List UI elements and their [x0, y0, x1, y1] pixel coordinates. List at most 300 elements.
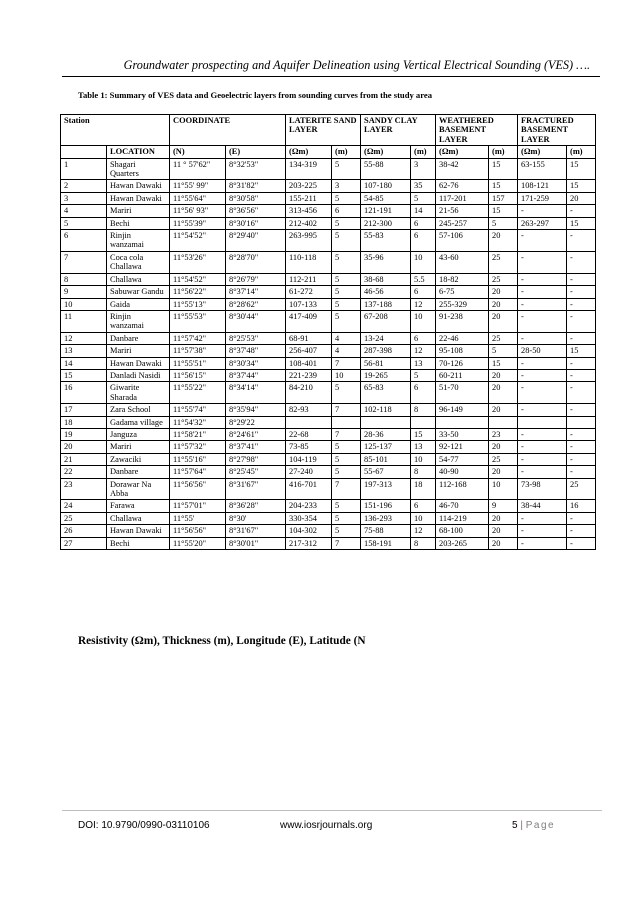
cell-latitude: 11°55'16"	[170, 453, 226, 465]
cell-longitude: 8°25'53"	[226, 332, 286, 344]
cell-weathered-resistivity: 51-70	[436, 382, 489, 404]
cell-longitude: 8°37'44"	[226, 369, 286, 381]
table-row	[61, 205, 596, 217]
cell-laterite-resistivity	[286, 416, 332, 428]
cell-location: Danbare	[107, 332, 170, 344]
cell-weathered-thickness: 20	[489, 382, 518, 404]
cell-weathered-thickness: 20	[489, 310, 518, 332]
cell-latitude: 11°55'13"	[170, 298, 226, 310]
cell-laterite-thickness: 10	[332, 369, 361, 381]
table-caption: Table 1: Summary of VES data and Geoelectric layers from sounding curves from the study area	[78, 90, 433, 100]
cell-latitude: 11°56'56"	[170, 525, 226, 537]
cell-laterite-thickness: 5	[332, 273, 361, 285]
cell-sandy-clay-thickness: 5	[411, 192, 436, 204]
footer-page-indicator	[512, 820, 555, 831]
cell-location: Gadama village	[107, 416, 170, 428]
cell-latitude: 11°57'42"	[170, 332, 226, 344]
cell-weathered-resistivity: 92-121	[436, 441, 489, 453]
cell-longitude: 8°27'98"	[226, 453, 286, 465]
cell-fractured-thickness: 15	[567, 217, 596, 229]
cell-station-number: 7	[61, 251, 107, 273]
cell-station-number: 23	[61, 478, 107, 500]
table-row	[61, 537, 596, 549]
cell-laterite-thickness: 7	[332, 357, 361, 369]
subheader-weathered-thickness: (m)	[489, 146, 518, 158]
cell-sandy-clay-resistivity: 85-101	[361, 453, 411, 465]
cell-sandy-clay-resistivity: 28-36	[361, 428, 411, 440]
cell-sandy-clay-thickness: 8	[411, 404, 436, 416]
cell-fractured-thickness: 20	[567, 192, 596, 204]
cell-station-number: 9	[61, 286, 107, 298]
cell-fractured-thickness: -	[567, 453, 596, 465]
cell-sandy-clay-thickness: 35	[411, 180, 436, 192]
cell-sandy-clay-resistivity: 67-208	[361, 310, 411, 332]
cell-laterite-thickness: 4	[332, 332, 361, 344]
cell-fractured-thickness: -	[567, 537, 596, 549]
cell-station-number: 15	[61, 369, 107, 381]
table-row	[61, 332, 596, 344]
cell-latitude: 11°55'51"	[170, 357, 226, 369]
subheader-laterite-thickness: (m)	[332, 146, 361, 158]
cell-station-number: 20	[61, 441, 107, 453]
cell-latitude: 11°56'56"	[170, 478, 226, 500]
table-row	[61, 251, 596, 273]
cell-laterite-thickness: 5	[332, 441, 361, 453]
cell-station-number: 12	[61, 332, 107, 344]
cell-weathered-resistivity: 245-257	[436, 217, 489, 229]
cell-fractured-thickness: 15	[567, 345, 596, 357]
cell-weathered-resistivity: 33-50	[436, 428, 489, 440]
subheader-fractured-thickness: (m)	[567, 146, 596, 158]
cell-laterite-thickness: 6	[332, 205, 361, 217]
cell-station-number: 21	[61, 453, 107, 465]
cell-latitude: 11°54'52"	[170, 273, 226, 285]
cell-sandy-clay-thickness: 15	[411, 428, 436, 440]
cell-sandy-clay-thickness: 12	[411, 298, 436, 310]
cell-weathered-resistivity: 68-100	[436, 525, 489, 537]
cell-sandy-clay-resistivity: 46-56	[361, 286, 411, 298]
cell-weathered-thickness: 20	[489, 404, 518, 416]
cell-fractured-thickness: -	[567, 273, 596, 285]
cell-latitude: 11°55'	[170, 512, 226, 524]
cell-sandy-clay-resistivity: 102-118	[361, 404, 411, 416]
cell-latitude: 11 ° 57'62"	[170, 158, 226, 180]
cell-latitude: 11°55'53"	[170, 310, 226, 332]
cell-fractured-resistivity: -	[518, 382, 567, 404]
cell-fractured-resistivity: -	[518, 298, 567, 310]
cell-station-number: 25	[61, 512, 107, 524]
cell-location: Giwarite Sharada	[107, 382, 170, 404]
cell-weathered-resistivity: 60-211	[436, 369, 489, 381]
cell-latitude: 11°53'26"	[170, 251, 226, 273]
cell-sandy-clay-resistivity: 75-88	[361, 525, 411, 537]
cell-weathered-resistivity: 62-76	[436, 180, 489, 192]
cell-longitude: 8°31'67"	[226, 525, 286, 537]
footer-journal-url[interactable]: www.iosrjournals.org	[280, 820, 373, 831]
cell-station-number: 22	[61, 466, 107, 478]
cell-station-number: 16	[61, 382, 107, 404]
cell-weathered-resistivity: 96-149	[436, 404, 489, 416]
cell-longitude: 8°26'79"	[226, 273, 286, 285]
table-row	[61, 180, 596, 192]
table-row	[61, 192, 596, 204]
cell-latitude: 11°54'52"	[170, 230, 226, 252]
cell-sandy-clay-resistivity: 65-83	[361, 382, 411, 404]
cell-weathered-resistivity: 18-82	[436, 273, 489, 285]
cell-fractured-resistivity: 63-155	[518, 158, 567, 180]
cell-weathered-thickness: 157	[489, 192, 518, 204]
table-row	[61, 357, 596, 369]
cell-fractured-thickness: 16	[567, 500, 596, 512]
cell-location: Gaida	[107, 298, 170, 310]
cell-laterite-thickness: 7	[332, 428, 361, 440]
cell-weathered-thickness: 5	[489, 217, 518, 229]
cell-fractured-thickness: -	[567, 404, 596, 416]
cell-longitude: 8°30'34"	[226, 357, 286, 369]
cell-station-number: 24	[61, 500, 107, 512]
cell-weathered-thickness: 20	[489, 512, 518, 524]
running-header: Groundwater prospecting and Aquifer Delineation using Vertical Electrical Sounding (VES) ….	[123, 58, 590, 72]
page-separator: |	[520, 820, 523, 831]
cell-laterite-thickness: 5	[332, 217, 361, 229]
cell-longitude: 8°37'14"	[226, 286, 286, 298]
header-station: Station	[61, 115, 170, 146]
cell-sandy-clay-thickness: 6	[411, 382, 436, 404]
subheader-sandy-clay-resistivity: (Ωm)	[361, 146, 411, 158]
cell-laterite-thickness: 5	[332, 286, 361, 298]
cell-fractured-resistivity: -	[518, 525, 567, 537]
cell-longitude: 8°34'14"	[226, 382, 286, 404]
cell-laterite-thickness: 5	[332, 525, 361, 537]
cell-sandy-clay-resistivity: 55-88	[361, 158, 411, 180]
cell-laterite-thickness: 7	[332, 404, 361, 416]
cell-weathered-resistivity: 70-126	[436, 357, 489, 369]
cell-station-number: 19	[61, 428, 107, 440]
cell-weathered-thickness: 20	[489, 286, 518, 298]
cell-weathered-resistivity: 57-106	[436, 230, 489, 252]
cell-weathered-thickness: 25	[489, 453, 518, 465]
cell-sandy-clay-thickness: 5.5	[411, 273, 436, 285]
cell-sandy-clay-resistivity: 121-191	[361, 205, 411, 217]
cell-fractured-resistivity: -	[518, 428, 567, 440]
cell-latitude: 11°56'22"	[170, 286, 226, 298]
cell-station-number: 3	[61, 192, 107, 204]
cell-fractured-resistivity: -	[518, 286, 567, 298]
header-divider	[62, 76, 600, 77]
cell-fractured-resistivity: -	[518, 205, 567, 217]
table-row	[61, 382, 596, 404]
cell-latitude: 11°55'39"	[170, 217, 226, 229]
cell-station-number: 8	[61, 273, 107, 285]
cell-weathered-resistivity: 95-108	[436, 345, 489, 357]
page-number: 5	[512, 820, 518, 831]
cell-sandy-clay-resistivity: 38-68	[361, 273, 411, 285]
cell-sandy-clay-thickness: 5	[411, 369, 436, 381]
cell-sandy-clay-thickness: 8	[411, 537, 436, 549]
cell-weathered-thickness: 5	[489, 345, 518, 357]
cell-sandy-clay-thickness: 6	[411, 217, 436, 229]
cell-location: Shagari Quarters	[107, 158, 170, 180]
cell-fractured-thickness: -	[567, 382, 596, 404]
cell-fractured-resistivity: 38-44	[518, 500, 567, 512]
table-footnote: Resistivity (Ωm), Thickness (m), Longitude (E), Latitude (N	[78, 635, 366, 647]
cell-weathered-resistivity	[436, 416, 489, 428]
cell-sandy-clay-resistivity: 19-265	[361, 369, 411, 381]
cell-sandy-clay-thickness: 3	[411, 158, 436, 180]
cell-longitude: 8°30'	[226, 512, 286, 524]
cell-longitude: 8°29'40"	[226, 230, 286, 252]
header-weathered-basement-layer: WEATHERED BASEMENT LAYER	[436, 115, 518, 146]
cell-fractured-resistivity: -	[518, 251, 567, 273]
cell-longitude: 8°32'53"	[226, 158, 286, 180]
subheader-longitude: (E)	[226, 146, 286, 158]
subheader-laterite-resistivity: (Ωm)	[286, 146, 332, 158]
cell-sandy-clay-resistivity: 56-81	[361, 357, 411, 369]
cell-weathered-thickness: 25	[489, 273, 518, 285]
table-row	[61, 310, 596, 332]
cell-laterite-resistivity: 104-119	[286, 453, 332, 465]
cell-latitude: 11°56' 93"	[170, 205, 226, 217]
cell-sandy-clay-resistivity: 54-85	[361, 192, 411, 204]
cell-laterite-resistivity: 416-701	[286, 478, 332, 500]
cell-fractured-resistivity: -	[518, 369, 567, 381]
cell-weathered-thickness: 20	[489, 537, 518, 549]
cell-fractured-resistivity: -	[518, 512, 567, 524]
cell-longitude: 8°28'70"	[226, 251, 286, 273]
cell-latitude: 11°58'21"	[170, 428, 226, 440]
cell-location: Mariri	[107, 441, 170, 453]
cell-longitude: 8°30'58"	[226, 192, 286, 204]
table-row	[61, 453, 596, 465]
table-row	[61, 478, 596, 500]
cell-fractured-resistivity: -	[518, 332, 567, 344]
cell-location: Coca cola Challawa	[107, 251, 170, 273]
cell-weathered-thickness: 20	[489, 525, 518, 537]
cell-latitude: 11°55'22"	[170, 382, 226, 404]
cell-location: Rinjin wanzamai	[107, 230, 170, 252]
footer-divider	[62, 810, 602, 811]
cell-fractured-thickness: -	[567, 428, 596, 440]
cell-weathered-thickness: 25	[489, 251, 518, 273]
cell-laterite-resistivity: 204-233	[286, 500, 332, 512]
cell-sandy-clay-resistivity: 151-196	[361, 500, 411, 512]
table-row	[61, 466, 596, 478]
cell-laterite-thickness: 5	[332, 500, 361, 512]
table-row	[61, 286, 596, 298]
cell-fractured-resistivity: 263-297	[518, 217, 567, 229]
cell-laterite-thickness: 4	[332, 345, 361, 357]
cell-longitude: 8°30'01"	[226, 537, 286, 549]
cell-laterite-thickness: 5	[332, 298, 361, 310]
cell-latitude: 11°55'20"	[170, 537, 226, 549]
cell-latitude: 11°55'64"	[170, 192, 226, 204]
cell-location: Dorawar Na Abba	[107, 478, 170, 500]
cell-weathered-resistivity: 46-70	[436, 500, 489, 512]
cell-fractured-resistivity: -	[518, 466, 567, 478]
cell-fractured-resistivity: -	[518, 441, 567, 453]
cell-weathered-thickness: 23	[489, 428, 518, 440]
cell-latitude: 11°56'15"	[170, 369, 226, 381]
cell-longitude: 8°24'61"	[226, 428, 286, 440]
cell-weathered-resistivity: 6-75	[436, 286, 489, 298]
cell-fractured-resistivity: -	[518, 537, 567, 549]
table-row	[61, 500, 596, 512]
cell-sandy-clay-thickness: 12	[411, 345, 436, 357]
cell-sandy-clay-thickness: 13	[411, 441, 436, 453]
cell-location: Danladi Nasidi	[107, 369, 170, 381]
cell-fractured-resistivity: 73-98	[518, 478, 567, 500]
cell-location: Hawan Dawaki	[107, 357, 170, 369]
subheader-weathered-resistivity: (Ωm)	[436, 146, 489, 158]
table-row	[61, 525, 596, 537]
ves-summary-table	[60, 114, 596, 550]
cell-location: Mariri	[107, 345, 170, 357]
cell-fractured-resistivity: 171-259	[518, 192, 567, 204]
cell-sandy-clay-resistivity: 55-83	[361, 230, 411, 252]
cell-laterite-resistivity: 27-240	[286, 466, 332, 478]
header-fractured-basement-layer: FRACTURED BASEMENT LAYER	[518, 115, 596, 146]
subheader-latitude: (N)	[170, 146, 226, 158]
cell-laterite-resistivity: 221-239	[286, 369, 332, 381]
subheader-blank	[61, 146, 107, 158]
cell-weathered-thickness: 10	[489, 478, 518, 500]
cell-laterite-resistivity: 313-456	[286, 205, 332, 217]
cell-sandy-clay-resistivity: 13-24	[361, 332, 411, 344]
cell-latitude: 11°55' 99"	[170, 180, 226, 192]
cell-sandy-clay-thickness: 6	[411, 500, 436, 512]
subheader-location: LOCATION	[107, 146, 170, 158]
cell-location: Hawan Dawaki	[107, 180, 170, 192]
cell-longitude: 8°37'48"	[226, 345, 286, 357]
cell-laterite-resistivity: 330-354	[286, 512, 332, 524]
cell-sandy-clay-resistivity: 35-96	[361, 251, 411, 273]
cell-laterite-thickness: 7	[332, 537, 361, 549]
cell-laterite-resistivity: 134-319	[286, 158, 332, 180]
cell-laterite-thickness: 5	[332, 192, 361, 204]
cell-sandy-clay-thickness: 10	[411, 251, 436, 273]
cell-sandy-clay-resistivity: 125-137	[361, 441, 411, 453]
cell-sandy-clay-resistivity: 137-188	[361, 298, 411, 310]
cell-latitude: 11°54'32"	[170, 416, 226, 428]
cell-longitude: 8°28'62"	[226, 298, 286, 310]
cell-fractured-resistivity: 108-121	[518, 180, 567, 192]
cell-laterite-thickness: 5	[332, 310, 361, 332]
table-row	[61, 441, 596, 453]
cell-sandy-clay-resistivity	[361, 416, 411, 428]
table-row	[61, 416, 596, 428]
cell-sandy-clay-thickness: 13	[411, 357, 436, 369]
cell-station-number: 6	[61, 230, 107, 252]
cell-weathered-resistivity: 54-77	[436, 453, 489, 465]
cell-sandy-clay-resistivity: 136-293	[361, 512, 411, 524]
cell-weathered-thickness: 20	[489, 298, 518, 310]
cell-laterite-thickness	[332, 416, 361, 428]
cell-sandy-clay-thickness: 12	[411, 525, 436, 537]
cell-location: Bechi	[107, 217, 170, 229]
cell-weathered-thickness: 15	[489, 357, 518, 369]
header-sandy-clay-layer: SANDY CLAY LAYER	[361, 115, 436, 146]
cell-laterite-thickness: 3	[332, 180, 361, 192]
cell-sandy-clay-thickness: 14	[411, 205, 436, 217]
cell-laterite-resistivity: 112-211	[286, 273, 332, 285]
cell-weathered-thickness: 20	[489, 230, 518, 252]
cell-longitude: 8°25'45"	[226, 466, 286, 478]
cell-latitude: 11°57'38"	[170, 345, 226, 357]
header-coordinate: COORDINATE	[170, 115, 286, 146]
cell-weathered-thickness: 20	[489, 369, 518, 381]
cell-fractured-thickness: -	[567, 298, 596, 310]
cell-fractured-thickness: -	[567, 441, 596, 453]
cell-location: Sabuwar Gandu	[107, 286, 170, 298]
cell-sandy-clay-resistivity: 107-180	[361, 180, 411, 192]
cell-station-number: 14	[61, 357, 107, 369]
cell-laterite-resistivity: 263-995	[286, 230, 332, 252]
cell-longitude: 8°31'82"	[226, 180, 286, 192]
cell-laterite-resistivity: 61-272	[286, 286, 332, 298]
cell-station-number: 1	[61, 158, 107, 180]
cell-laterite-resistivity: 256-407	[286, 345, 332, 357]
cell-weathered-resistivity: 43-60	[436, 251, 489, 273]
cell-station-number: 2	[61, 180, 107, 192]
cell-sandy-clay-resistivity: 212-300	[361, 217, 411, 229]
cell-longitude: 8°37'41"	[226, 441, 286, 453]
cell-fractured-resistivity: -	[518, 453, 567, 465]
cell-fractured-thickness: -	[567, 205, 596, 217]
cell-laterite-thickness: 5	[332, 251, 361, 273]
cell-laterite-thickness: 5	[332, 230, 361, 252]
cell-laterite-resistivity: 68-91	[286, 332, 332, 344]
cell-weathered-resistivity: 255-329	[436, 298, 489, 310]
cell-weathered-resistivity: 203-265	[436, 537, 489, 549]
cell-laterite-resistivity: 417-409	[286, 310, 332, 332]
cell-weathered-resistivity: 117-201	[436, 192, 489, 204]
cell-fractured-thickness: -	[567, 512, 596, 524]
cell-fractured-resistivity: 28-50	[518, 345, 567, 357]
cell-weathered-resistivity: 21-56	[436, 205, 489, 217]
footer-doi: DOI: 10.9790/0990-03110106	[78, 820, 210, 831]
cell-location: Mariri	[107, 205, 170, 217]
cell-station-number: 13	[61, 345, 107, 357]
cell-station-number: 17	[61, 404, 107, 416]
cell-station-number: 10	[61, 298, 107, 310]
cell-laterite-resistivity: 84-210	[286, 382, 332, 404]
cell-fractured-thickness: -	[567, 251, 596, 273]
cell-location: Farawa	[107, 500, 170, 512]
cell-weathered-thickness: 15	[489, 205, 518, 217]
cell-laterite-resistivity: 104-302	[286, 525, 332, 537]
cell-fractured-thickness: 15	[567, 180, 596, 192]
cell-fractured-thickness: -	[567, 525, 596, 537]
cell-station-number: 11	[61, 310, 107, 332]
cell-laterite-thickness: 5	[332, 466, 361, 478]
cell-weathered-thickness: 15	[489, 158, 518, 180]
cell-sandy-clay-thickness: 6	[411, 286, 436, 298]
cell-latitude: 11°57'64"	[170, 466, 226, 478]
cell-laterite-resistivity: 82-93	[286, 404, 332, 416]
cell-weathered-thickness: 25	[489, 332, 518, 344]
cell-fractured-thickness: -	[567, 310, 596, 332]
cell-sandy-clay-thickness	[411, 416, 436, 428]
cell-weathered-thickness	[489, 416, 518, 428]
cell-laterite-thickness: 5	[332, 512, 361, 524]
cell-sandy-clay-thickness: 6	[411, 332, 436, 344]
cell-laterite-thickness: 5	[332, 382, 361, 404]
cell-fractured-thickness: -	[567, 466, 596, 478]
page-word: Page	[525, 820, 556, 831]
cell-longitude: 8°31'67"	[226, 478, 286, 500]
cell-weathered-resistivity: 38-42	[436, 158, 489, 180]
cell-sandy-clay-thickness: 18	[411, 478, 436, 500]
